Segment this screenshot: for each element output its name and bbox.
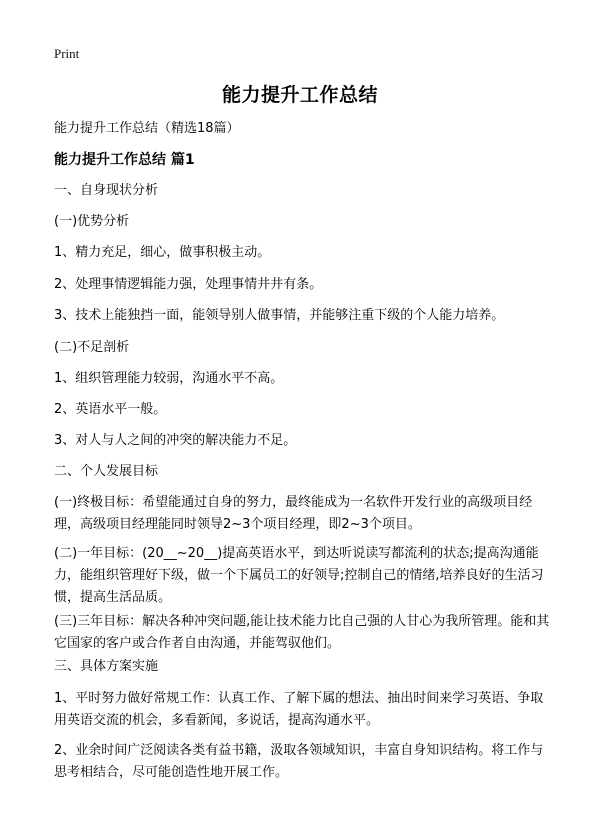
paragraph: (二)不足剖析 (54, 340, 130, 355)
paragraph: (二)一年目标：(20__~20__)提高英语水平，到达听说读写都流利的状态;提高沟通能力，能组织管理好下级，做一个下属员工的好领导;控制自己的情绪,培养良好的生活习惯，提高生活品质。 (54, 546, 544, 605)
print-label: Print (54, 46, 80, 61)
paragraph: 1、组织管理能力较弱，沟通水平不高。 (54, 371, 284, 386)
paragraph: 二、个人发展目标 (54, 464, 159, 479)
paragraph: 2、处理事情逻辑能力强，处理事情井井有条。 (54, 277, 323, 292)
paragraph: (三)三年目标：解决各种冲突问题,能让技术能力比自己强的人甘心为我所管理。能和其它国家的客户或合作者自由沟通，并能驾驭他们。 (54, 614, 550, 651)
paragraph: 一、自身现状分析 (54, 183, 159, 198)
paragraph: (一)优势分析 (54, 214, 130, 229)
paragraph: 3、对人与人之间的冲突的解决能力不足。 (54, 433, 297, 448)
document-title: 能力提升工作总结 (221, 84, 378, 106)
document-subtitle: 能力提升工作总结（精选18篇） (54, 121, 240, 136)
paragraph: 三、具体方案实施 (54, 659, 159, 674)
paragraph: 2、业余时间广泛阅读各类有益书籍，汲取各领域知识，丰富自身知识结构。将工作与思考相结合，尽可能创造性地开展工作。 (54, 743, 544, 780)
section-heading: 能力提升工作总结 篇1 (54, 152, 195, 168)
paragraph: 3、技术上能独挡一面，能领导别人做事情，并能够注重下级的个人能力培养。 (54, 308, 505, 323)
paragraph: 1、平时努力做好常规工作：认真工作、了解下属的想法、抽出时间来学习英语、争取用英语交流的机会，多看新闻，多说话，提高沟通水平。 (54, 691, 544, 728)
paragraph: 2、英语水平一般。 (54, 402, 167, 417)
paragraph: 1、精力充足，细心，做事积极主动。 (54, 245, 271, 260)
paragraph: (一)终极目标：希望能通过自身的努力，最终能成为一名软件开发行业的高级项目经理，高级项目经理能同时领导2~3个项目经理，即2~3个项目。 (54, 495, 533, 532)
